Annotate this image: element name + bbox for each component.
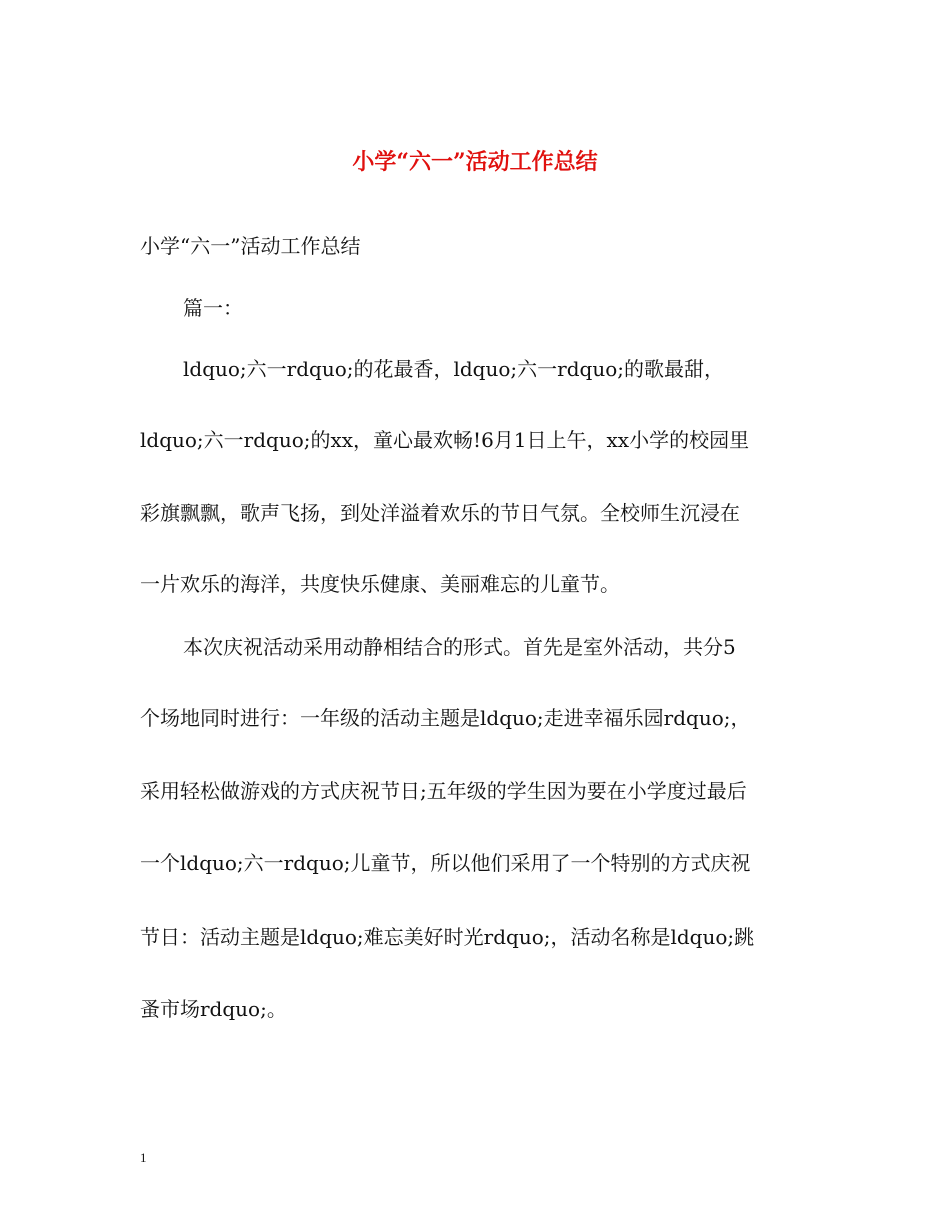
body-line-2: ldquo;六一rdquo;的xx，童心最欢畅!6月1日上午，xx小学的校园里 — [140, 428, 750, 452]
page-number: 1 — [140, 1150, 147, 1165]
subtitle-line: 小学“六一”活动工作总结 — [140, 234, 361, 258]
body-line-9: 节日：活动主题是ldquo;难忘美好时光rdquo;，活动名称是ldquo;跳 — [140, 925, 755, 949]
body-line-6: 个场地同时进行：一年级的活动主题是ldquo;走进幸福乐园rdquo;， — [140, 706, 751, 730]
section-heading: 篇一： — [183, 296, 243, 320]
body-line-8: 一个ldquo;六一rdquo;儿童节，所以他们采用了一个特别的方式庆祝 — [140, 851, 751, 875]
document-title: 小学“六一”活动工作总结 — [352, 149, 598, 175]
body-line-10: 蚤市场rdquo;。 — [140, 997, 287, 1021]
body-line-5: 本次庆祝活动采用动静相结合的形式。首先是室外活动，共分5 — [183, 635, 736, 659]
body-line-1: ldquo;六一rdquo;的花最香，ldquo;六一rdquo;的歌最甜， — [183, 357, 724, 381]
body-line-3: 彩旗飘飘，歌声飞扬，到处洋溢着欢乐的节日气氛。全校师生沉浸在 — [140, 501, 740, 525]
body-line-4: 一片欢乐的海洋，共度快乐健康、美丽难忘的儿童节。 — [140, 572, 620, 596]
body-line-7: 采用轻松做游戏的方式庆祝节日;五年级的学生因为要在小学度过最后 — [140, 779, 747, 803]
